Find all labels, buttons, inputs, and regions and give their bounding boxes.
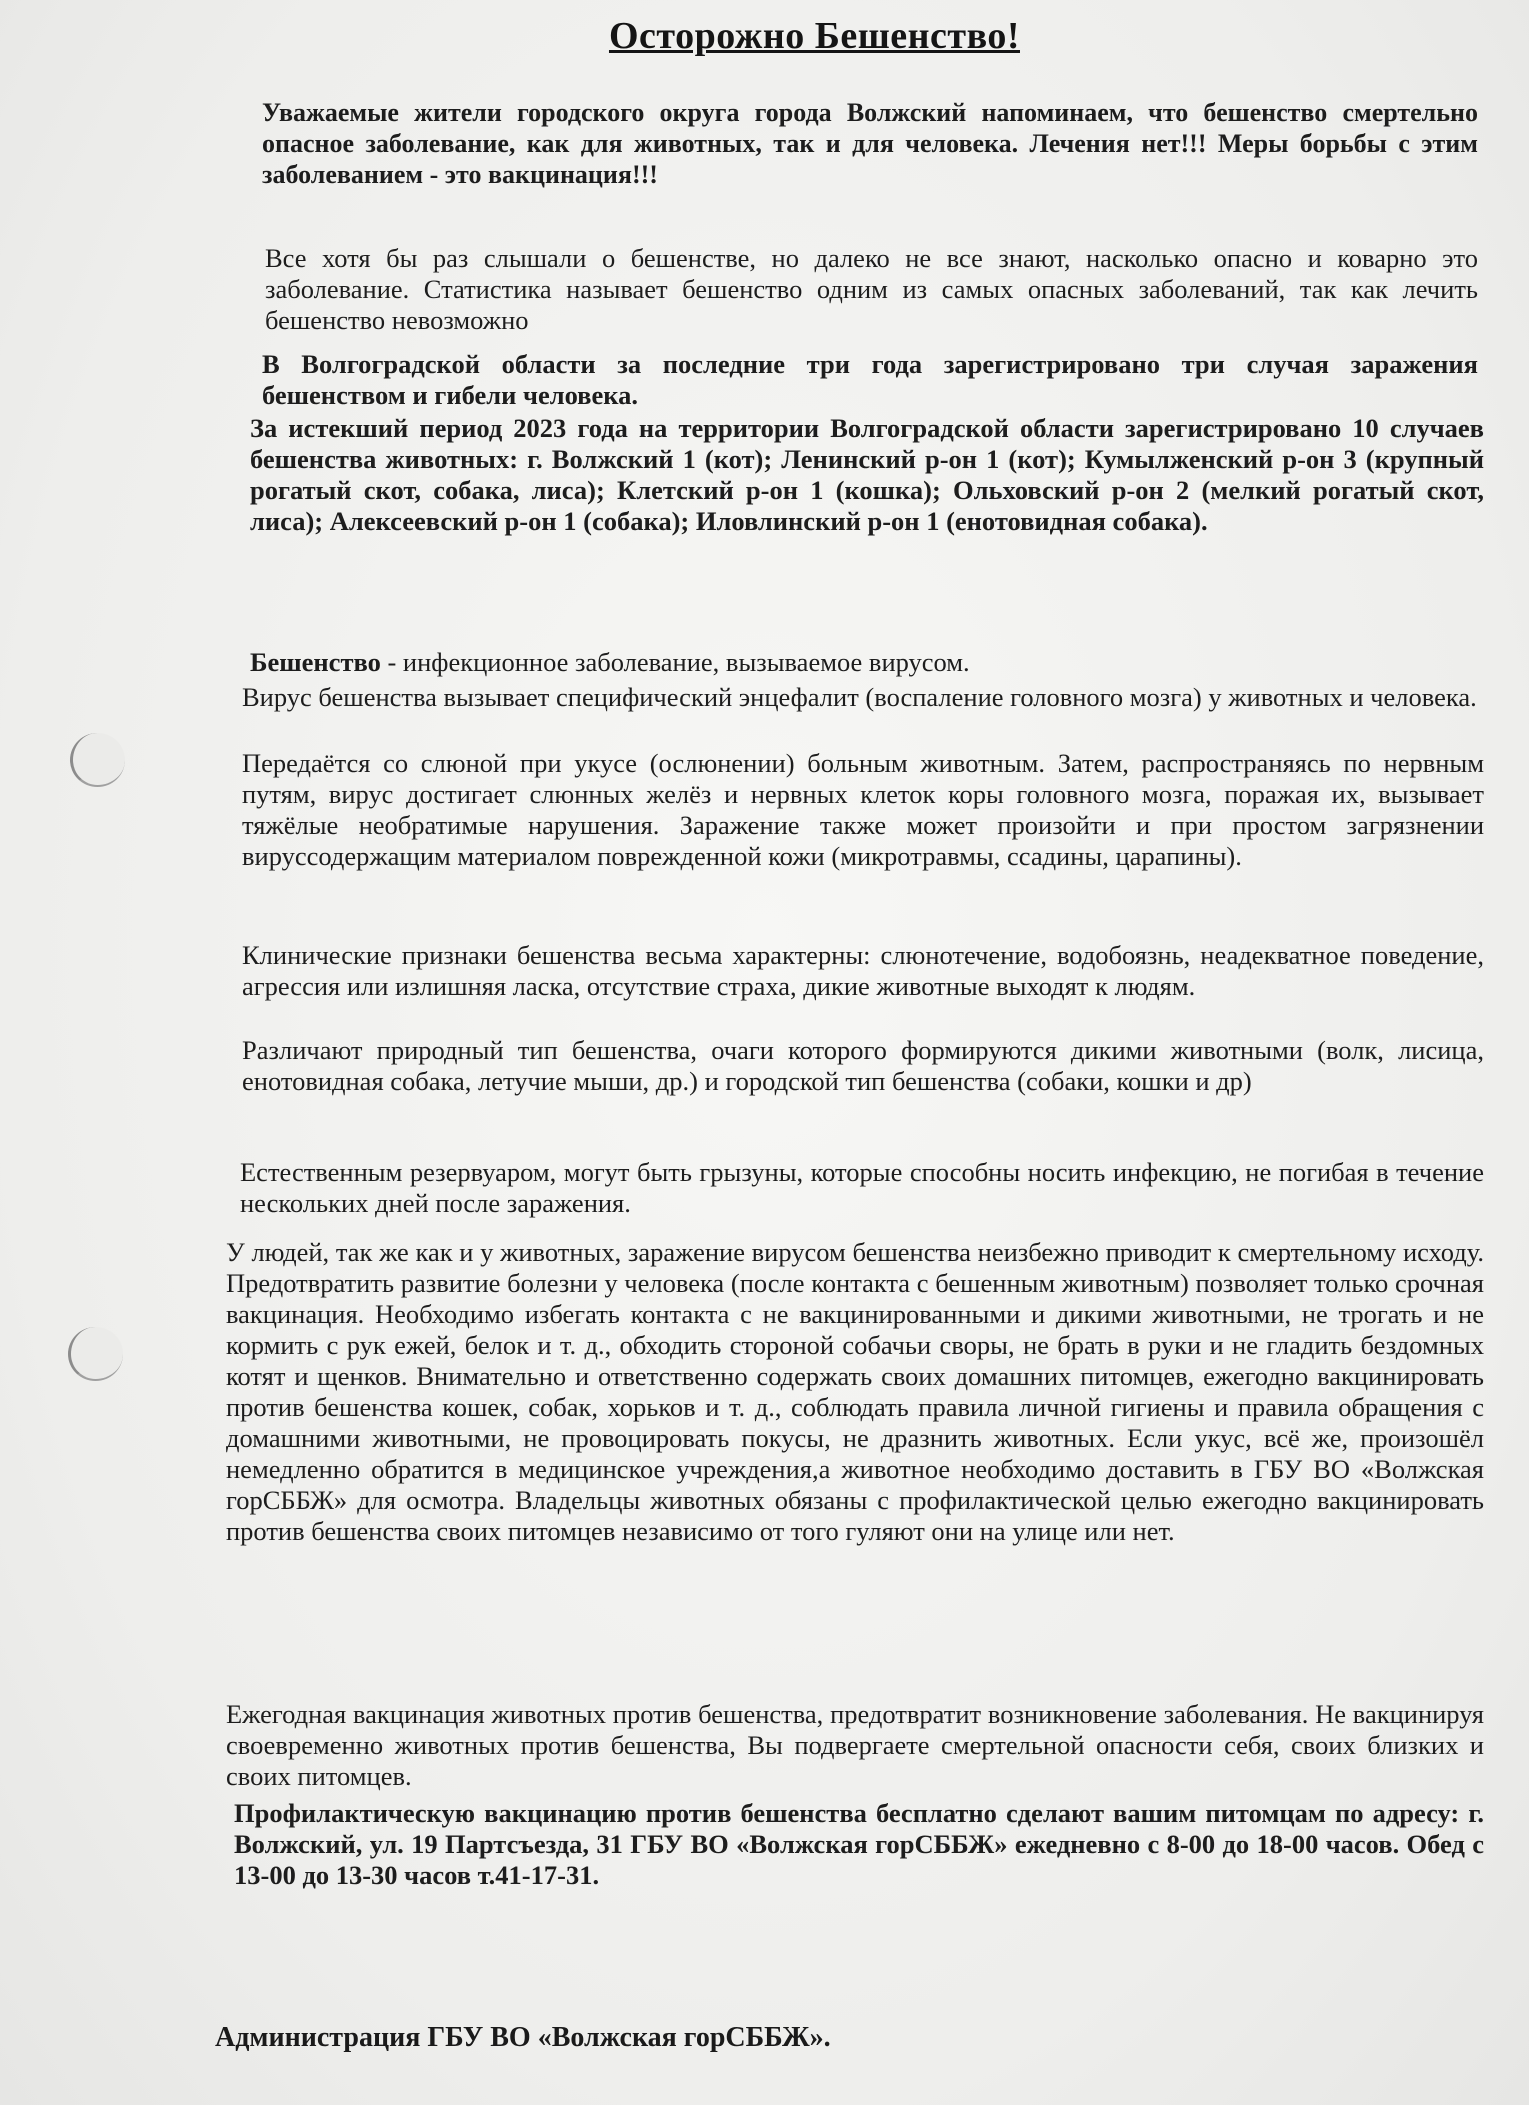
clinical-signs-paragraph: Клинические признаки бешенства весьма характерны: слюнотечение, водобоязнь, неадекватное поведение, агрессия или излишняя ласка, отсутствие страха, дикие животные выходят к людям. [242,940,1484,1001]
rabies-types-paragraph: Различают природный тип бешенства, очаги которого формируются дикими животными (волк, лисица, енотовидная собака, летучие мыши, др.) и городской тип бешенства (собаки, кошки и др) [242,1035,1484,1096]
address-paragraph: Профилактическую вакцинацию против бешенства бесплатно сделают вашим питомцам по адресу: г. Волжский, ул. 19 Партсъезда, 31 ГБУ ВО «Волжская горСББЖ» ежедневно с 8-00 до 18-00 часов. Обед с 13-00 до 13-30 часов т.41-17-31. [234,1798,1484,1890]
annual-vaccination-paragraph: Ежегодная вакцинация животных против бешенства, предотвратит возникновение заболевания. Не вакцинируя своевременно животных против бешенства, Вы подвергаете смертельной опасности себя, своих близких и своих питомцев. [226,1699,1484,1791]
definition-text: - инфекционное заболевание, вызываемое вирусом. [380,647,970,677]
document-title: Осторожно Бешенство! [608,15,1020,57]
region-stats-paragraph: В Волгоградской области за последние три года зарегистрировано три случая заражения бешенством и гибели человека. [262,349,1478,410]
transmission-paragraph: Передаётся со слюной при укусе (ослюнении) больным животным. Затем, распространяясь по нервным путям, вирус достигает слюнных желёз и нервных клеток коры головного мозга, поражая их, вызывает тяжёлые необратимые нарушения. Заражение также может произойти и при простом загрязнении вируссодержащим материалом поврежденной кожи (микротравмы, ссадины, царапины). [242,748,1484,871]
definition-paragraph [250,647,1484,678]
definition-term: Бешенство [250,647,381,677]
signature: Администрация ГБУ ВО «Волжская горСББЖ». [215,2022,831,2053]
punch-hole-top [70,733,125,787]
intro-paragraph: Уважаемые жители городского округа города Волжский напоминаем, что бешенство смертельно опасное заболевание, как для животных, так и для человека. Лечения нет!!! Меры борьбы с этим заболеванием - это вакцинация!!! [262,98,1478,189]
general-paragraph: Все хотя бы раз слышали о бешенстве, но далеко не все знают, насколько опасно и коварно это заболевание. Статистика называет бешенство одним из самых опасных заболеваний, так как лечить бешенство невозможно [265,243,1478,335]
reservoir-paragraph: Естественным резервуаром, могут быть грызуны, которые способны носить инфекцию, не погибая в течение нескольких дней после заражения. [240,1157,1484,1218]
period-stats-paragraph: За истекший период 2023 года на территории Волгоградской области зарегистрировано 10 случаев бешенства животных: г. Волжский 1 (кот); Ленинский р-он 1 (кот); Кумылженский р-он 3 (крупный рогатый скот, собака, лиса); Клетский р-он 1 (кошка); Ольховский р-он 2 (мелкий рогатый скот, лиса); Алексеевский р-он 1 (собака); Иловлинский р-он 1 (енотовидная собака). [250,413,1484,536]
prevention-paragraph: У людей, так же как и у животных, заражение вирусом бешенства неизбежно приводит к смертельному исходу. Предотвратить развитие болезни у человека (после контакта с бешенным животным) позволяет только срочная вакцинация. Необходимо избегать контакта с не вакцинированными и дикими животными, не трогать и не кормить с рук ежей, белок и т. д., обходить стороной собачьи своры, не брать в руки и не гладить бездомных котят и щенков. Внимательно и ответственно содержать своих домашних питомцев, ежегодно вакцинировать против бешенства кошек, собак, хорьков и т. д., соблюдать правила личной гигиены и правила обращения с домашними животными, не провоцировать покусы, не дразнить животных. Если укус, всё же, произошёл немедленно обратится в медицинское учреждения,а животное необходимо доставить в ГБУ ВО «Волжская горСББЖ» для осмотра. Владельцы животных обязаны с профилактической целью ежегодно вакцинировать против бешенства своих питомцев независимо от того гуляют они на улице или нет. [226,1237,1484,1546]
punch-hole-bottom [68,1327,123,1381]
encephalitis-paragraph: Вирус бешенства вызывает специфический энцефалит (воспаление головного мозга) у животных и человека. [242,682,1477,712]
